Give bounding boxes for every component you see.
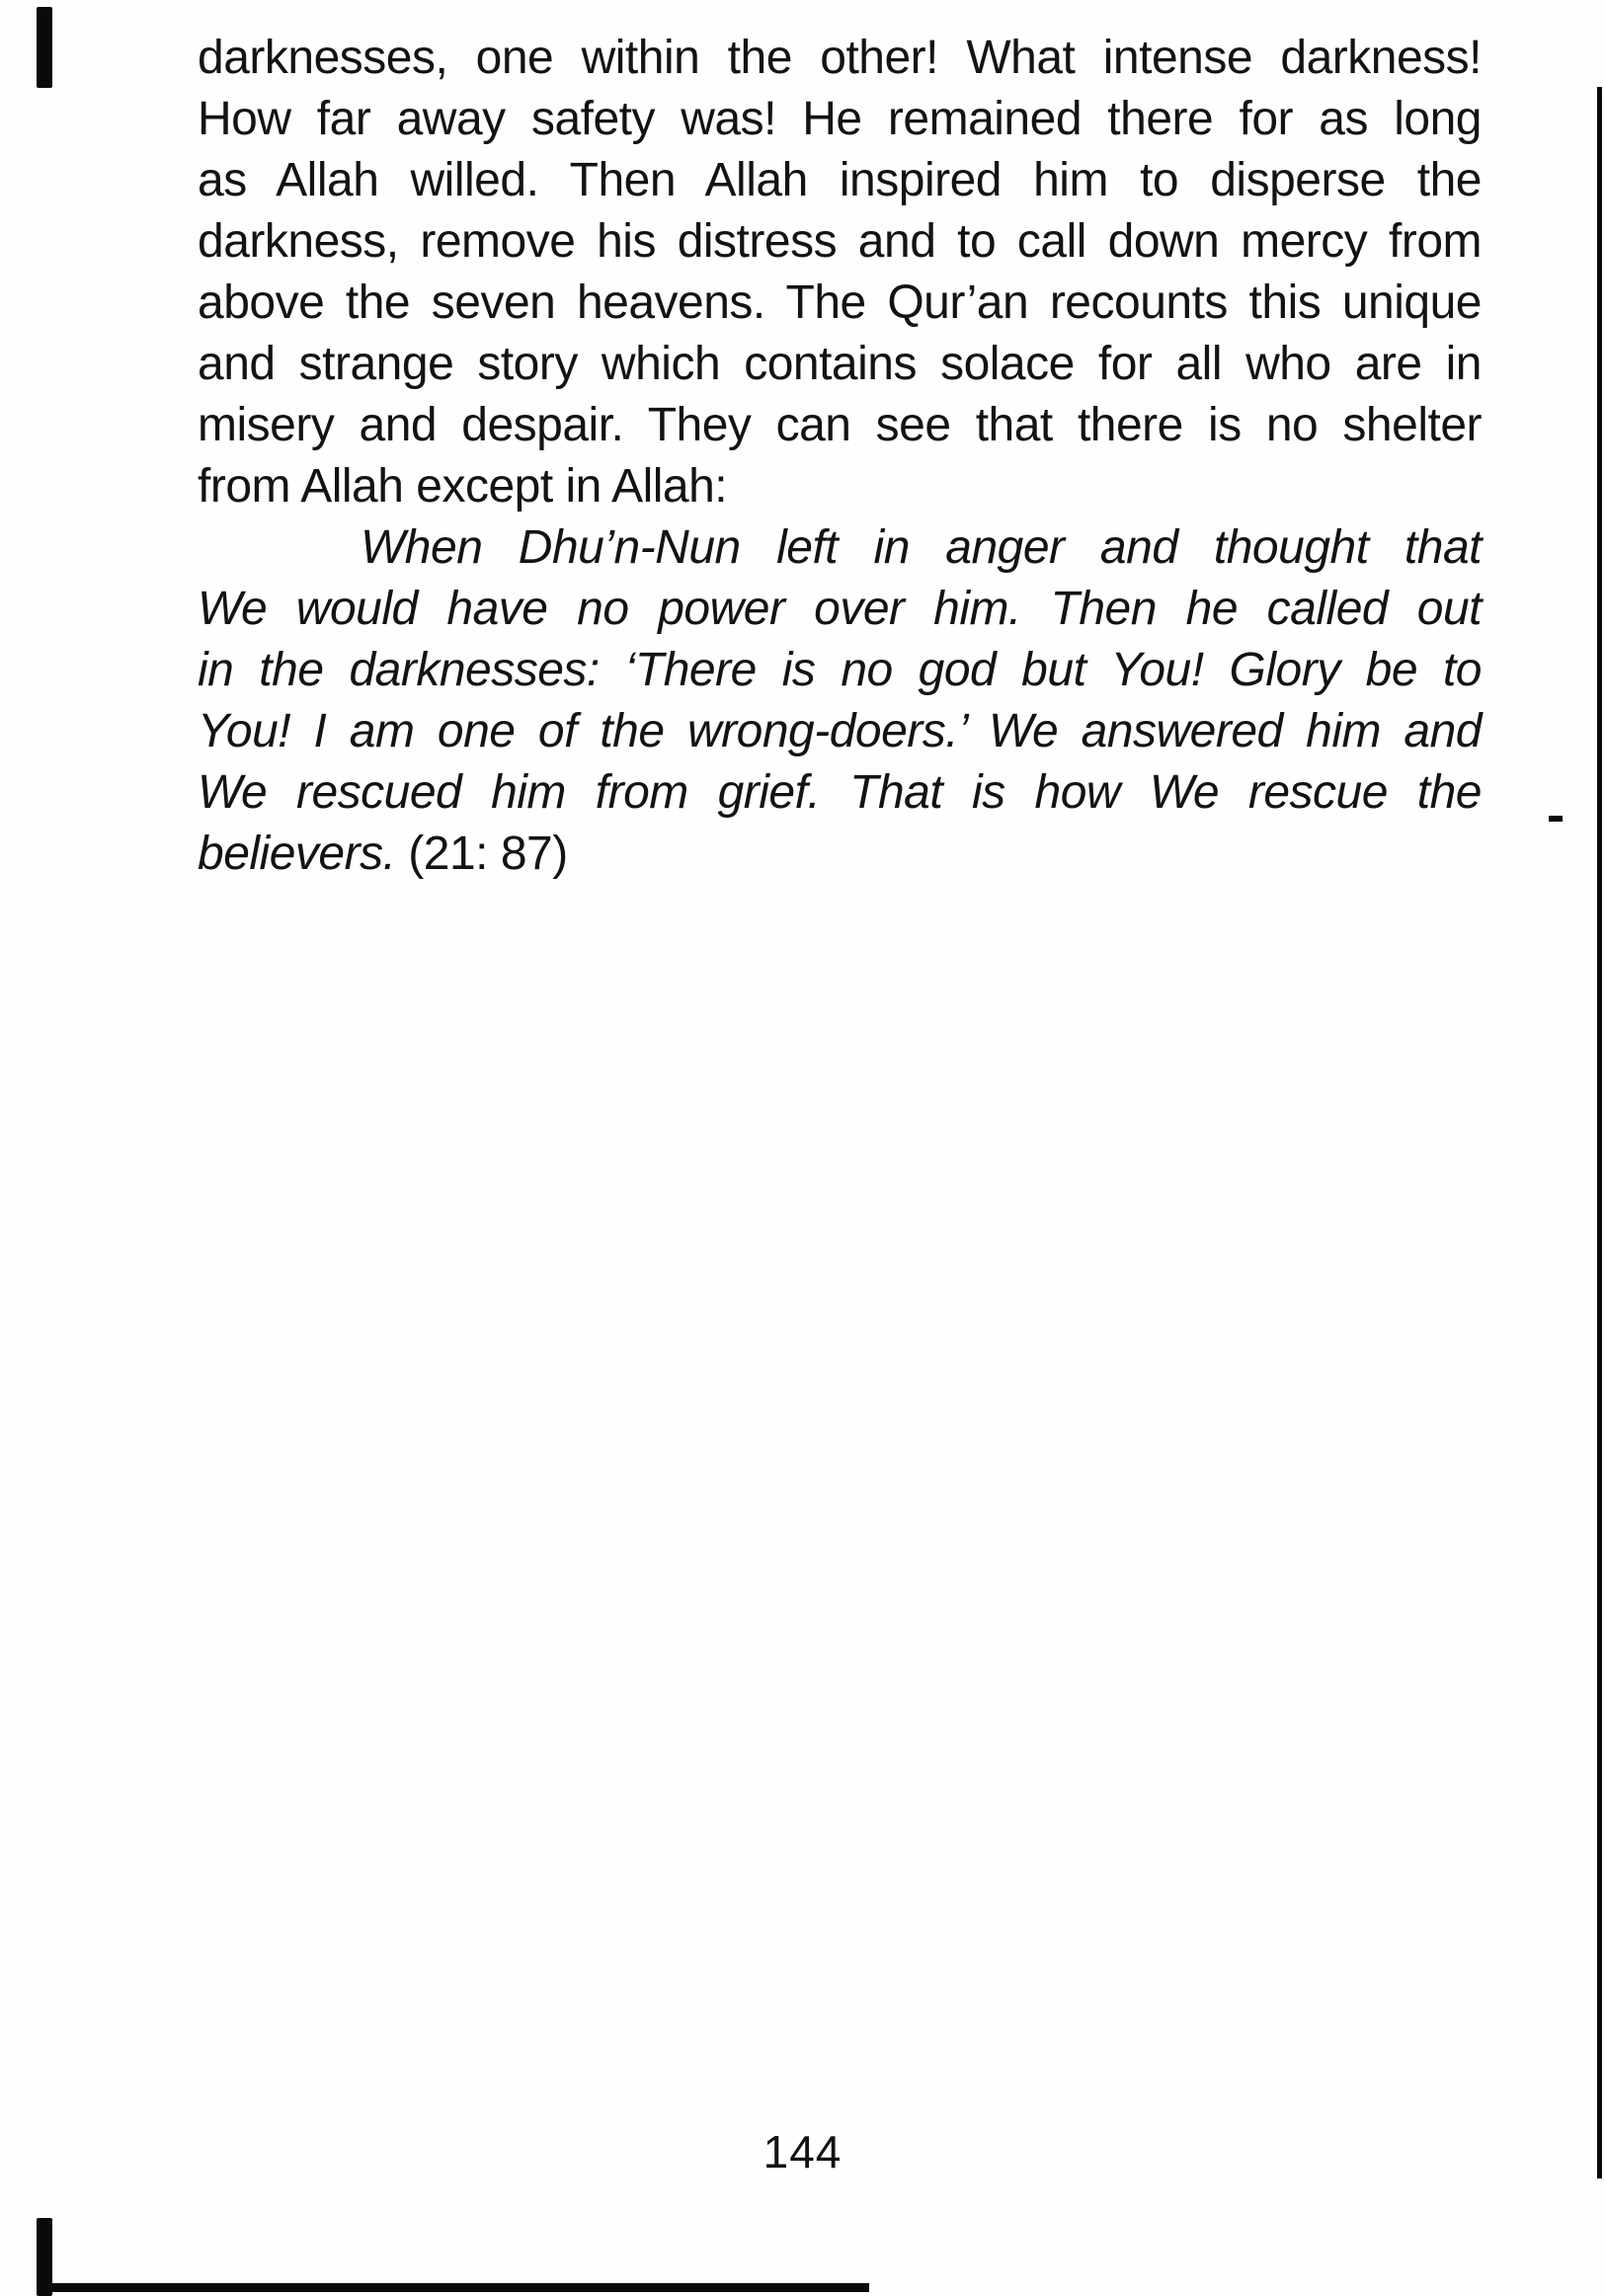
text-block — [198, 28, 1482, 885]
quote-last-italic-text: believers. — [198, 828, 396, 880]
body-text-line: as Allah willed. Then Allah inspired him to disperse the — [198, 154, 1482, 206]
page-number: 144 — [762, 2126, 843, 2177]
verse-citation: (21: 87) — [408, 828, 568, 880]
quote-line: When Dhu’n-Nun left in anger and thought that — [361, 521, 1482, 574]
scan-artifact-bottom-left-bar — [37, 2218, 52, 2296]
scan-artifact-right-line — [1597, 87, 1602, 2178]
quote-line: You! I am one of the wrong-doers.’ We answered him and — [198, 705, 1482, 757]
body-text-line: darkness, remove his distress and to call down mercy from — [198, 215, 1482, 268]
body-text-line: and strange story which contains solace for all who are in — [198, 338, 1482, 390]
scan-artifact-right-dash — [1549, 816, 1563, 822]
body-text-line: above the seven heavens. The Qur’an recounts this unique — [198, 277, 1482, 329]
quote-last-line — [198, 824, 1482, 885]
scan-artifact-bottom-line — [51, 2283, 869, 2292]
body-text-line: from Allah except in Allah: — [198, 460, 728, 513]
quote-line: We rescued him from grief. That is how We rescue the — [198, 766, 1482, 819]
quote-line: in the darknesses: ‘There is no god but You! Glory be to — [198, 644, 1482, 696]
body-text-line: darknesses, one within the other! What intense darkness! — [198, 32, 1482, 84]
body-text-line: misery and despair. They can see that there is no shelter — [198, 399, 1482, 451]
body-text-line: How far away safety was! He remained there for as long — [198, 93, 1482, 145]
scan-artifact-top-left-bar — [37, 7, 52, 88]
quote-line: We would have no power over him. Then he called out — [198, 583, 1482, 635]
